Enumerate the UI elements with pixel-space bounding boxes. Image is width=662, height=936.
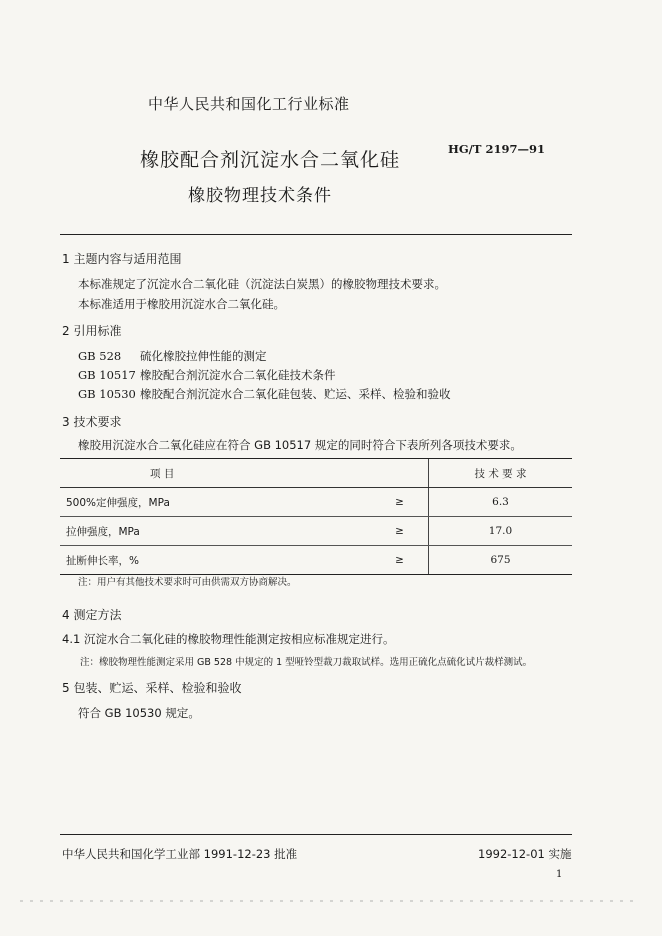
row-comparator: ≥ [371, 546, 429, 575]
table-row [60, 546, 572, 575]
row-value: 675 [429, 546, 573, 575]
implementation-date: 1992-12-01 实施 [478, 847, 572, 861]
reference-item [78, 386, 451, 402]
row-value: 6.3 [429, 488, 573, 517]
row-comparator: ≥ [371, 517, 429, 546]
row-item: 500%定伸强度，MPa [60, 488, 371, 517]
column-header-requirement: 技 术 要 求 [429, 459, 573, 488]
ministry-standard-title: 中华人民共和国化工行业标准 [148, 95, 350, 113]
column-header-item: 项 目 [60, 459, 429, 488]
section-5-paragraph: 符合 GB 10530 规定。 [78, 706, 200, 720]
section-4-note: 注：橡胶物理性能测定采用 GB 528 中规定的 1 型哑铃型裁刀裁取试样。选用正硫化点硫化试片裁样测试。 [80, 657, 533, 668]
reference-item [78, 348, 267, 364]
reference-code: GB 528 [78, 349, 122, 363]
scan-edge-marks [0, 896, 662, 906]
row-item: 扯断伸长率，% [60, 546, 371, 575]
reference-title: 橡胶配合剂沉淀水合二氧化硅技术条件 [140, 368, 336, 382]
section-3-heading: 3 技术要求 [62, 415, 122, 429]
section-5-heading: 5 包装、贮运、采样、检验和验收 [62, 681, 242, 695]
footer-divider [60, 834, 572, 835]
header-divider [60, 234, 572, 235]
reference-title: 橡胶配合剂沉淀水合二氧化硅包装、贮运、采样、检验和验收 [140, 387, 451, 401]
section-4-heading: 4 测定方法 [62, 608, 122, 622]
section-4-item-1: 4.1 沉淀水合二氧化硅的橡胶物理性能测定按相应标准规定进行。 [62, 632, 395, 646]
section-1-paragraph-2: 本标准适用于橡胶用沉淀水合二氧化硅。 [78, 297, 285, 311]
reference-code: GB 10517 [78, 368, 136, 382]
table-note: 注：用户有其他技术要求时可由供需双方协商解决。 [78, 577, 297, 588]
table-row [60, 488, 572, 517]
table-header-row [60, 459, 572, 488]
reference-title: 硫化橡胶拉伸性能的测定 [140, 349, 267, 363]
section-2-heading: 2 引用标准 [62, 324, 122, 338]
document-title-line2: 橡胶物理技术条件 [188, 186, 332, 206]
table-row [60, 517, 572, 546]
section-1-paragraph-1: 本标准规定了沉淀水合二氧化硅（沉淀法白炭黑）的橡胶物理技术要求。 [78, 277, 446, 291]
reference-item [78, 367, 336, 383]
document-title-line1: 橡胶配合剂沉淀水合二氧化硅 [140, 149, 401, 171]
technical-requirements-table [60, 458, 572, 575]
row-comparator: ≥ [371, 488, 429, 517]
standard-number: HG/T 2197—91 [448, 142, 545, 156]
section-3-intro: 橡胶用沉淀水合二氧化硅应在符合 GB 10517 规定的同时符合下表所列各项技术要求。 [78, 438, 522, 452]
reference-code: GB 10530 [78, 387, 136, 401]
row-item: 拉伸强度，MPa [60, 517, 371, 546]
section-1-heading: 1 主题内容与适用范围 [62, 252, 182, 266]
page-number: 1 [556, 869, 563, 880]
row-value: 17.0 [429, 517, 573, 546]
approval-line: 中华人民共和国化学工业部 1991-12-23 批准 [62, 847, 298, 861]
